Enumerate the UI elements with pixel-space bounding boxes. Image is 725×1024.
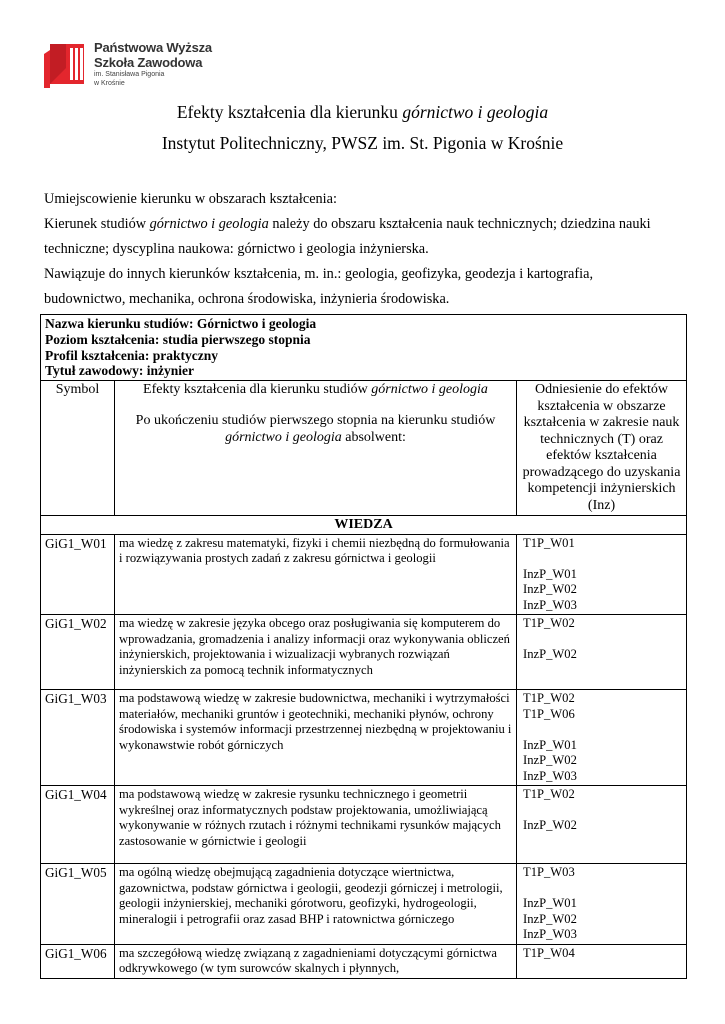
- intro-line-4: Nawiązuje do innych kierunków kształcenia, m. in.: geologia, geofizyka, geodezja i kartografia,: [44, 266, 594, 282]
- ref-inz-code: InzP_W02: [523, 818, 577, 833]
- row-references: [517, 690, 687, 786]
- ref-inz-code: InzP_W03: [523, 597, 577, 612]
- outcome-rows: [41, 534, 687, 978]
- row-references: [517, 944, 687, 978]
- intro-line-2b: należy do obszaru kształcenia nauk technicznych; dziedzina nauki: [268, 216, 651, 232]
- logo-line-4: w Krośnie: [94, 80, 125, 87]
- header-reference: Odniesienie do efektów kształcenia w obszarze kształcenia w zakresie nauk technicznych (T) oraz efektów kształcenia prowadzącego do uzyskania kompetencji inżynierskich (Inz): [517, 381, 687, 516]
- intro-line-3: techniczne; dyscyplina naukowa: górnictwo i geologia inżynierska.: [44, 241, 429, 257]
- row-references: [517, 864, 687, 945]
- ref-spacer: [523, 551, 682, 567]
- section-row: [41, 516, 687, 535]
- intro-line-2-italic: górnictwo i geologia: [149, 216, 269, 232]
- ref-inz-code: InzP_W02: [523, 582, 577, 597]
- ref-t-code: T1P_W06: [523, 706, 575, 721]
- intro-line-2a: Kierunek studiów: [44, 216, 150, 232]
- logo-line-2: Szkoła Zawodowa: [94, 55, 203, 70]
- title-field: górnictwo i geologia: [402, 102, 549, 122]
- row-references: [517, 615, 687, 690]
- ref-t-code: T1P_W02: [523, 787, 575, 802]
- ref-inz-code: InzP_W01: [523, 566, 577, 581]
- ref-t-code: T1P_W01: [523, 535, 575, 550]
- table-row: [41, 944, 687, 978]
- ref-t-code: T1P_W04: [523, 945, 575, 960]
- learning-outcomes-table: [40, 314, 687, 979]
- ref-inz-code: InzP_W02: [523, 647, 577, 662]
- info-level: Poziom kształcenia: studia pierwszego stopnia: [45, 331, 311, 347]
- table-row: [41, 864, 687, 945]
- ref-spacer: [523, 722, 682, 738]
- logo-line-3: im. Stanisława Pigonia: [94, 71, 165, 78]
- table-row: [41, 690, 687, 786]
- table-row: [41, 615, 687, 690]
- header-desc-c-italic: górnictwo i geologia: [225, 430, 342, 446]
- logo-line-1: Państwowa Wyższa: [94, 40, 212, 55]
- intro-line-1: Umiejscowienie kierunku w obszarach kształcenia:: [44, 191, 337, 207]
- row-symbol: GiG1_W01: [41, 534, 115, 615]
- row-description: ma ogólną wiedzę obejmującą zagadnienia dotyczące wiertnictwa, gazownictwa, podstaw górnictwa i geologii, geodezji górniczej i metrologii, geologii inżynierskiej, mechaniki górotworu, geofizyki, hydrogeologii, mineralogii i petrografii oraz zasad BHP i ratownictwa górniczego: [115, 864, 517, 945]
- row-references: [517, 534, 687, 615]
- info-field-name: Nazwa kierunku studiów: Górnictwo i geologia: [45, 316, 317, 331]
- table-row: [41, 786, 687, 864]
- institution-logo: [44, 40, 214, 90]
- ref-inz-code: InzP_W01: [523, 737, 577, 752]
- row-symbol: GiG1_W04: [41, 786, 115, 864]
- ref-inz-code: InzP_W03: [523, 768, 577, 783]
- info-title: Tytuł zawodowy: inżynier: [45, 363, 194, 379]
- ref-spacer: [523, 881, 682, 897]
- ref-inz-code: InzP_W03: [523, 927, 577, 942]
- row-description: ma szczegółową wiedzę związaną z zagadnieniami dotyczącymi górnictwa odkrywkowego (w tym surowców skalnych i płynnych,: [115, 944, 517, 978]
- row-symbol: GiG1_W02: [41, 615, 115, 690]
- intro-text: [44, 187, 684, 312]
- ref-inz-code: InzP_W01: [523, 896, 577, 911]
- ref-spacer: [523, 632, 682, 648]
- intro-line-5: budownictwo, mechanika, ochrona środowiska, inżynieria środowiska.: [44, 291, 450, 307]
- info-profile: Profil kształcenia: praktyczny: [45, 347, 218, 363]
- row-symbol: GiG1_W06: [41, 944, 115, 978]
- ref-inz-code: InzP_W02: [523, 911, 577, 926]
- ref-t-code: T1P_W03: [523, 865, 575, 880]
- row-symbol: GiG1_W05: [41, 864, 115, 945]
- intro-line-2: [44, 212, 684, 237]
- header-desc-b: Po ukończeniu studiów pierwszego stopnia na kierunku studiów: [135, 413, 496, 429]
- row-references: [517, 786, 687, 864]
- document-title: [0, 102, 725, 123]
- row-description: ma podstawową wiedzę w zakresie budownictwa, mechaniki i wytrzymałości materiałów, mechaniki gruntów i geotechniki, mechaniki płynów, ochrony środowiska i systemów informacji przestrzennej niezbędną w projektowaniu i wykonawstwie robót górniczych: [115, 690, 517, 786]
- header-description: [115, 381, 517, 516]
- program-info-row: [41, 315, 687, 381]
- ref-inz-code: InzP_W02: [523, 753, 577, 768]
- program-info-cell: [41, 315, 687, 381]
- row-description: ma wiedzę z zakresu matematyki, fizyki i chemii niezbędną do formułowania i rozwiązywania prostych zadań z zakresu górnictwa i geologii: [115, 534, 517, 615]
- row-symbol: GiG1_W03: [41, 690, 115, 786]
- section-title: WIEDZA: [41, 516, 687, 535]
- column-header-row: [41, 381, 687, 516]
- ref-spacer: [523, 803, 682, 819]
- header-desc-c: absolwent:: [341, 430, 406, 446]
- title-prefix: Efekty kształcenia dla kierunku: [176, 102, 403, 122]
- ref-t-code: T1P_W02: [523, 616, 575, 631]
- row-description: ma wiedzę w zakresie języka obcego oraz posługiwania się komputerem do wprowadzania, gromadzenia i analizy informacji oraz wykonywania obliczeń inżynierskich, projektowania i wizualizacji wybranych rozwiązań inżynierskich za pomocą technik informatycznych: [115, 615, 517, 690]
- ref-t-code: T1P_W02: [523, 691, 575, 706]
- document-subtitle: Instytut Politechniczny, PWSZ im. St. Pigonia w Krośnie: [161, 133, 564, 153]
- logo-mark-icon: [44, 40, 88, 88]
- table-row: [41, 534, 687, 615]
- header-symbol: Symbol: [41, 381, 115, 516]
- header-desc-italic: górnictwo i geologia: [371, 382, 488, 398]
- row-description: ma podstawową wiedzę w zakresie rysunku technicznego i geometrii wykreślnej oraz informatycznych podstaw projektowania, umożliwiającą wykonywanie w różnych rzutach i różnymi technikami rysunków mających zastosowanie w górnictwie i geologii: [115, 786, 517, 864]
- header-desc-a: Efekty kształcenia dla kierunku studiów: [143, 382, 372, 398]
